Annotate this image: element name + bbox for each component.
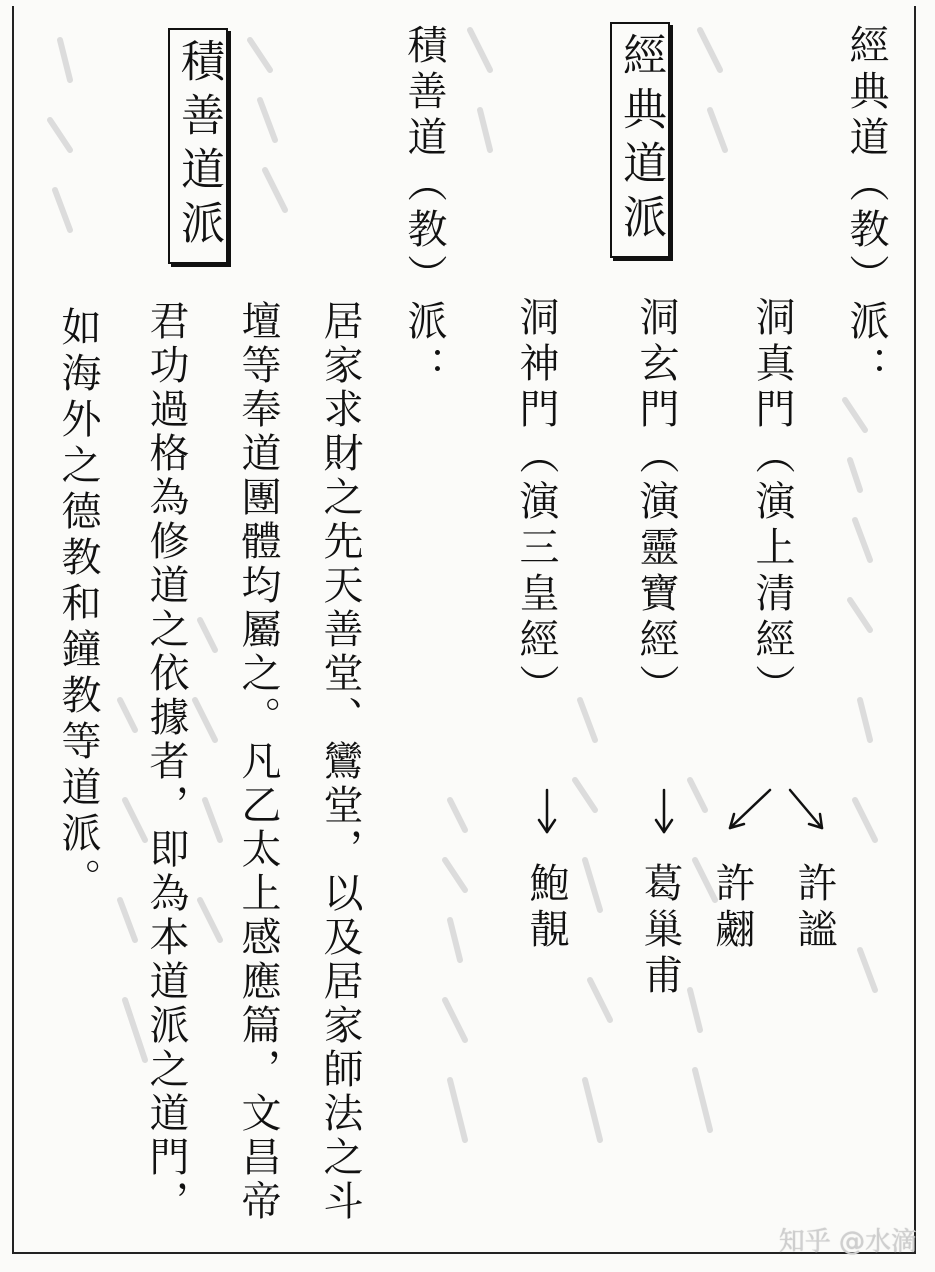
jishan-body-line-1: 居家求財之先天善堂、鸞堂，以及居家師法之斗 — [317, 300, 363, 1224]
jishan-heading: 積善道（教）派： — [401, 24, 447, 392]
name-xu-hui: 許翽 — [709, 862, 755, 954]
jishan-body-line-3: 君功過格為修道之依據者，即為本道派之道門， — [143, 300, 189, 1224]
jingdian-heading: 經典道（教）派： — [843, 24, 889, 392]
arrow-down-icon — [664, 820, 665, 821]
name-xu-mi: 許謐 — [791, 862, 837, 954]
jingdian-badge: 經典道派 — [610, 22, 670, 258]
name-bao-jing: 鮑靚 — [523, 862, 569, 954]
jishan-body-line-2: 壇等奉道團體均屬之。凡乙太上感應篇，文昌帝 — [235, 300, 281, 1224]
jishan-badge: 積善道派 — [168, 28, 228, 264]
dongshen-line: 洞神門（演三皇經） — [513, 296, 559, 710]
arrow-down-left-icon — [730, 820, 731, 821]
dongzhen-line: 洞真門（演上清經） — [749, 296, 795, 710]
arrow-down-icon — [547, 820, 548, 821]
arrow-down-right-icon — [810, 820, 811, 821]
dongxuan-line: 洞玄門（演靈寶經） — [633, 296, 679, 710]
jishan-body-line-4: 如海外之德教和鐘教等道派。 — [55, 306, 101, 904]
zhihu-watermark: 知乎 @水滴 — [778, 1227, 917, 1257]
name-ge-chaofu: 葛巢甫 — [637, 862, 683, 1000]
